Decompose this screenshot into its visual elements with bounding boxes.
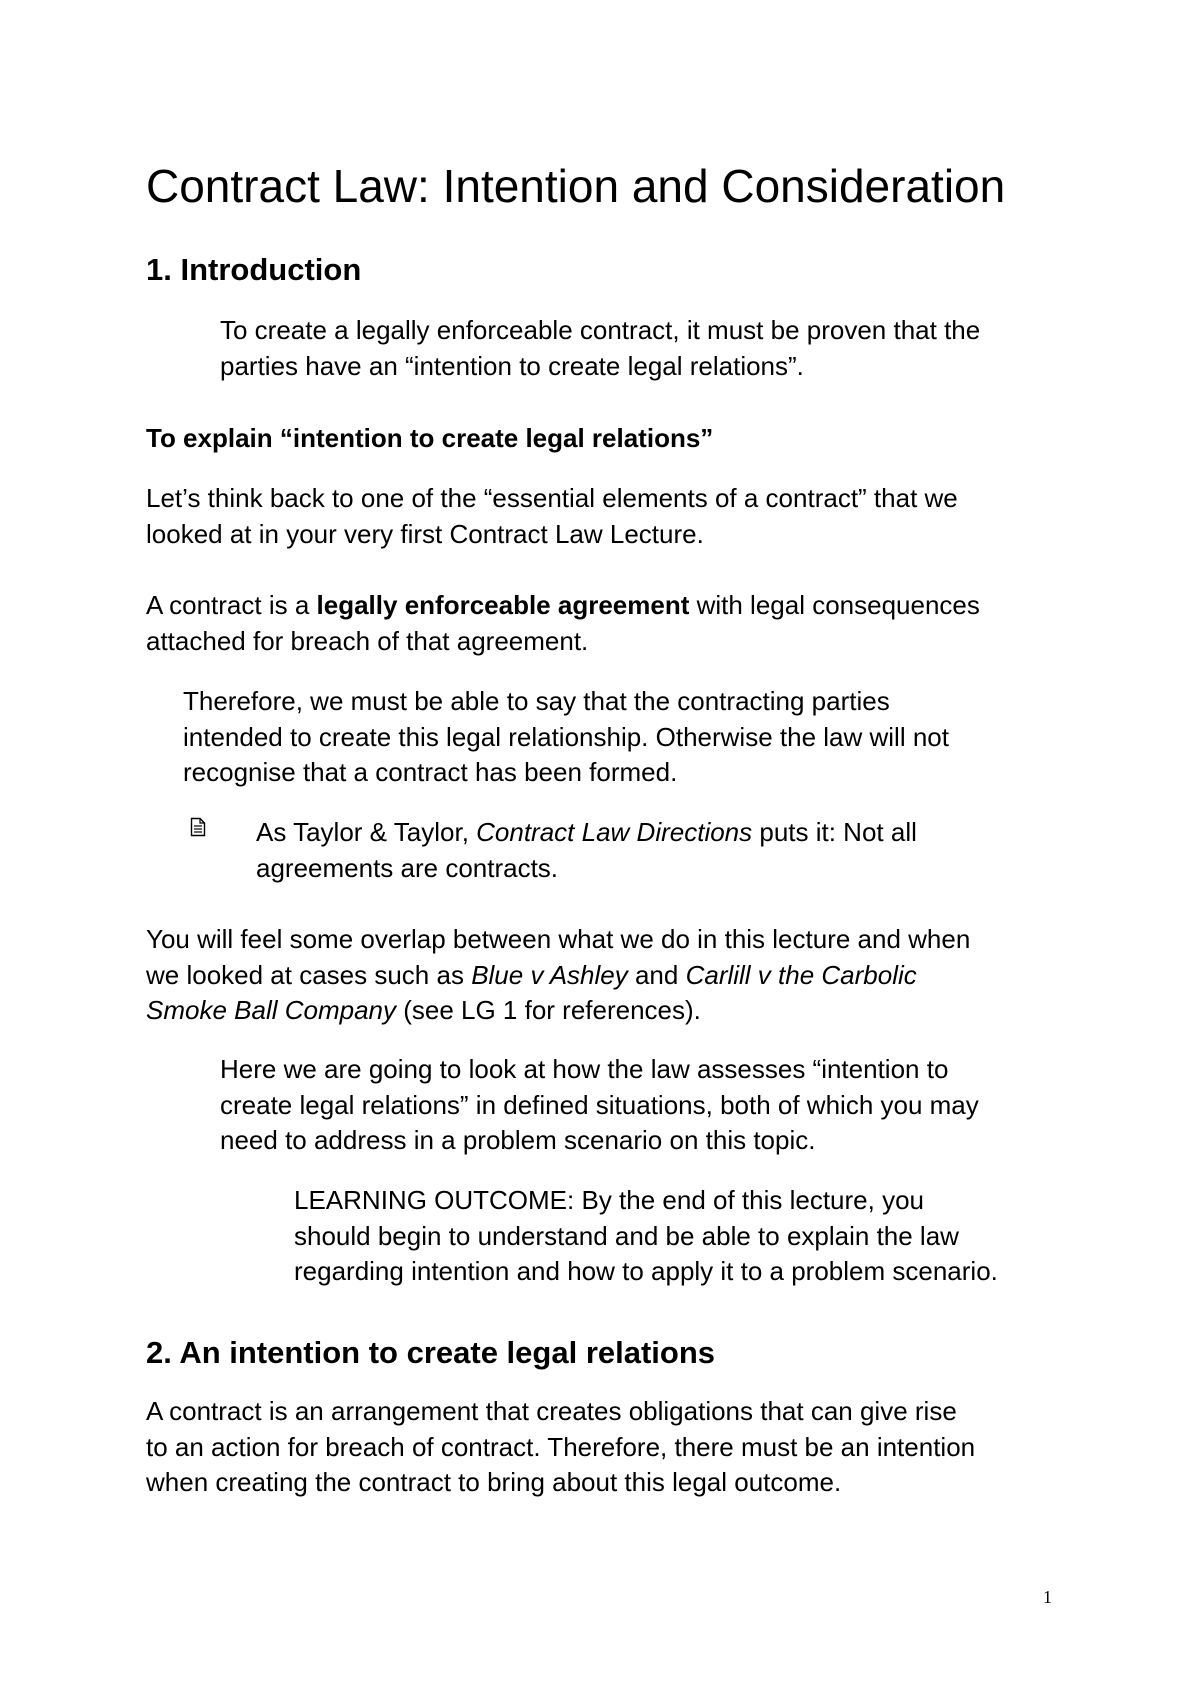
overlap-line-2 xyxy=(146,958,970,994)
definition-line-2: attached for breach of that agreement. xyxy=(146,625,589,656)
section-heading-introduction: 1. Introduction xyxy=(146,252,362,287)
learning-outcome-paragraph xyxy=(294,1183,998,1290)
document-icon xyxy=(190,817,206,837)
learning-outcome-line-3: regarding intention and how to apply it to a problem scenario. xyxy=(294,1256,998,1286)
definition-bold-term: legally enforceable agreement xyxy=(316,590,690,620)
think-back-line-1: Let’s think back to one of the “essential elements of a contract” that we xyxy=(146,483,958,513)
think-back-paragraph xyxy=(146,481,958,552)
here-line-2: create legal relations” in defined situations, both of which you may xyxy=(220,1089,979,1120)
overlap-line-3 xyxy=(146,993,970,1029)
learning-outcome-line-1: LEARNING OUTCOME: By the end of this lecture, you xyxy=(294,1185,925,1215)
definition-text-end: with legal consequences xyxy=(689,590,980,620)
definition-paragraph xyxy=(146,588,980,659)
here-line-3: need to address in a problem scenario on this topic. xyxy=(220,1125,816,1155)
page-title: Contract Law: Intention and Consideration xyxy=(146,160,1006,212)
case-name-carlill-part-1: Carlill v the Carbolic xyxy=(685,959,917,990)
overlap-text-start: we looked at cases such as xyxy=(146,959,472,990)
here-paragraph xyxy=(220,1052,979,1159)
case-name-carlill-part-2: Smoke Ball Company xyxy=(146,995,396,1025)
definition-text-start: A contract is a xyxy=(146,590,317,620)
intro-line-1: To create a legally enforceable contract, it must be proven that the xyxy=(220,315,981,345)
overlap-paragraph xyxy=(146,922,970,1029)
note-paragraph xyxy=(256,815,917,886)
note-book-title: Contract Law Directions xyxy=(476,817,753,847)
therefore-line-1: Therefore, we must be able to say that the contracting parties xyxy=(183,686,890,716)
section2-paragraph xyxy=(146,1394,975,1501)
subheading-explain-intention: To explain “intention to create legal relations” xyxy=(146,423,714,453)
section2-line-1: A contract is an arrangement that creates obligations that can give rise xyxy=(146,1396,957,1426)
here-line-1: Here we are going to look at how the law assesses “intention to xyxy=(220,1054,949,1084)
think-back-line-2: looked at in your very first Contract Law Lecture. xyxy=(146,518,704,549)
overlap-text-end: (see LG 1 for references). xyxy=(396,995,701,1025)
section-heading-intention: 2. An intention to create legal relations xyxy=(146,1335,716,1370)
intro-line-2: parties have an “intention to create legal relations”. xyxy=(220,350,804,381)
section2-line-2: to an action for breach of contract. Therefore, there must be an intention xyxy=(146,1431,976,1462)
intro-paragraph xyxy=(220,313,980,384)
case-name-blue-v-ashley: Blue v Ashley xyxy=(471,959,628,990)
note-line-1 xyxy=(256,815,917,851)
therefore-line-2: intended to create this legal relationship. Otherwise the law will not xyxy=(183,721,949,752)
therefore-paragraph xyxy=(183,684,949,791)
definition-line-1 xyxy=(146,588,980,624)
note-text-start: As Taylor & Taylor, xyxy=(256,817,477,847)
overlap-text-middle: and xyxy=(627,959,686,990)
learning-outcome-line-2: should begin to understand and be able to explain the law xyxy=(294,1220,959,1251)
overlap-line-1: You will feel some overlap between what we do in this lecture and when xyxy=(146,924,971,954)
section2-line-3: when creating the contract to bring about this legal outcome. xyxy=(146,1467,842,1497)
note-text-end: puts it: Not all xyxy=(752,817,917,847)
page-number: 1 xyxy=(1043,1587,1052,1607)
note-line-2: agreements are contracts. xyxy=(256,852,559,883)
therefore-line-3: recognise that a contract has been formed. xyxy=(183,757,678,787)
